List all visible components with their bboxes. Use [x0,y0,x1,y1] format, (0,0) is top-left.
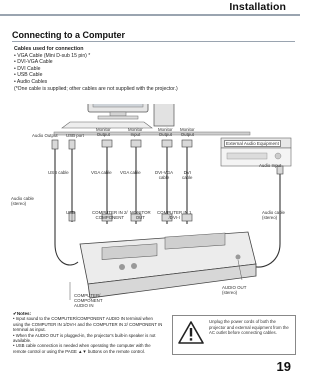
cables-heading: Cables used for connection [14,46,84,52]
label-audio-input: Audio Input [259,163,282,168]
label-audio-output: Audio Output [32,133,58,138]
cables-footnote: (*One cable is supplied; other cables are not supplied with the projector.) [14,85,178,92]
cable-item-audio: • Audio Cables [14,78,48,85]
label-computer-audio-in: COMPUTER/ COMPONENT AUDIO IN [74,293,103,308]
label-external-audio: External Audio Equipment [226,141,279,146]
label-monitor-output-2: Monitor Output [158,127,173,137]
label-monitor-output-1: Monitor Output [96,127,111,137]
label-monitor-input: Monitor Input [128,127,143,137]
label-vga-cable-2: VGA cable [120,170,141,175]
label-usb-cable: USB cable [48,170,69,175]
header-title: Installation [229,1,286,13]
section-title: Connecting to a Computer [12,30,125,40]
label-dvi-cable: DVI cable [182,170,193,180]
warning-icon [178,321,204,344]
cable-item-dvi: • DVI Cable [14,65,41,72]
note-item-3: • USB cable connection is needed when operating the computer with the remote control or using the PAGE ▲▼ buttons on the remote control. [13,343,151,354]
label-usb: USB [66,210,76,215]
cable-item-vga: • VGA Cable (Mini D-sub 15 pin) * [14,52,91,59]
label-monitor-output-3: Monitor Output [180,127,195,137]
label-computer-in1: COMPUTER IN 1 /DVI-I [157,210,192,220]
label-audio-cable-left: Audio cable (stereo) [11,196,34,206]
connection-diagram [10,104,295,309]
note-item-2: • When the AUDIO OUT is plugged-in, the projector's built-in speaker is not available. [13,332,156,344]
label-vga-cable-1: VGA cable [91,170,112,175]
section-rule [12,41,295,42]
label-audio-cable-right: Audio cable (stereo) [262,210,285,220]
label-usb-port: USB port [66,133,84,138]
notes-heading: ✔Notes: [13,311,32,316]
caution-text: Unplug the power cords of both the projector and external equipment from the AC outlet before connecting cables. [209,319,289,336]
cable-item-dvi-vga: • DVI-VGA Cable [14,59,53,66]
cables-list [14,46,178,92]
computer-illustration [62,104,174,128]
label-computer-in2: COMPUTER IN 2/ COMPONENT [92,210,128,220]
header-rule [0,14,300,16]
label-monitor-out: MONITOR OUT [130,210,151,220]
page-number: 19 [276,359,291,374]
notes-block [13,311,163,354]
cable-item-usb: • USB Cable [14,72,43,79]
label-audio-out: AUDIO OUT (stereo) [222,285,247,295]
note-item-1: • Input sound to the COMPUTER/COMPONENT AUDIO IN terminal when using the COMPUTER IN 1/DVI-I and the COMPUTER IN 2/ COMPONENT IN terminal as input. [13,316,163,333]
label-dvi-vga-cable: DVI-VGA cable [155,170,174,180]
